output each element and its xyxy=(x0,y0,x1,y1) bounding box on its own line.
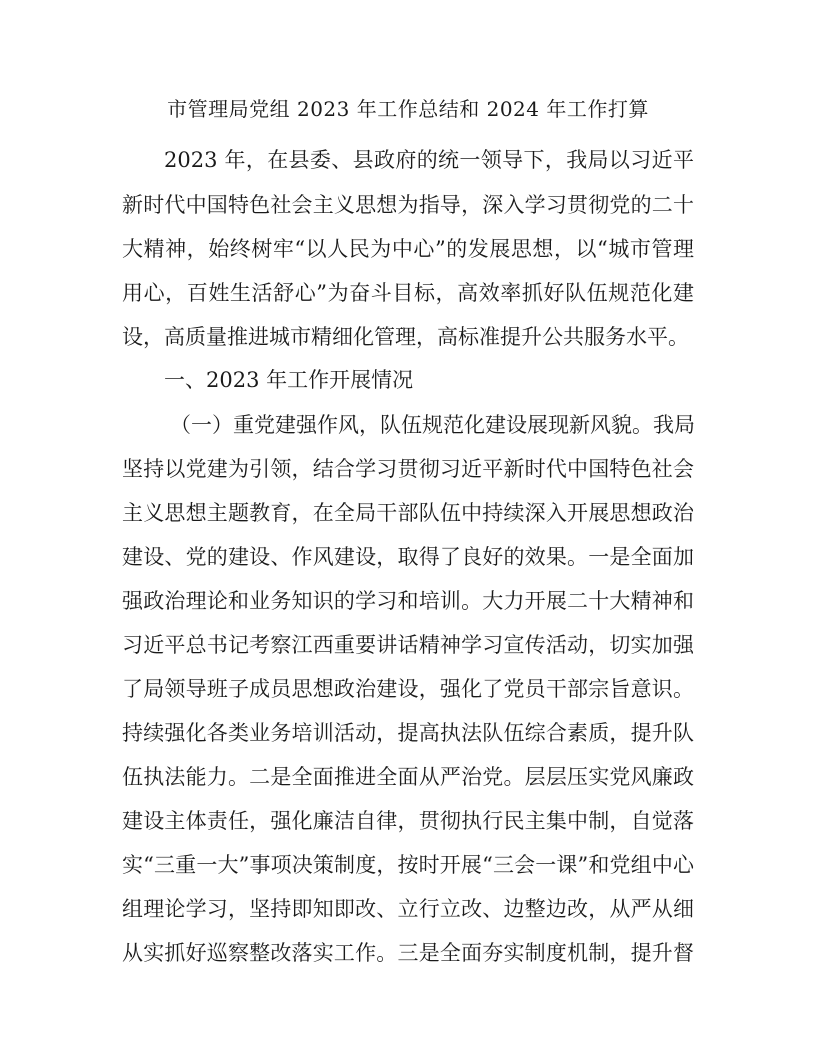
section1-line: 主义思想主题教育，在全局干部队伍中持续深入开展思想政治 xyxy=(122,501,694,525)
section1-line: 建设主体责任，强化廉洁自律，贯彻执行民主集中制，自觉落 xyxy=(122,809,694,833)
section1-line: 习近平总书记考察江西重要讲话精神学习宣传活动，切实加强 xyxy=(122,633,694,657)
intro-line: 新时代中国特色社会主义思想为指导，深入学习贯彻党的二十 xyxy=(122,193,694,217)
section1-line: 了局领导班子成员思想政治建设，强化了党员干部宗旨意识。 xyxy=(122,677,694,701)
intro-line: 设，高质量推进城市精细化管理，高标准提升公共服务水平。 xyxy=(122,325,689,349)
section1-line: （一）重党建强作风，队伍规范化建设展现新风貌。我局 xyxy=(170,413,695,437)
intro-line: 2023 年，在县委、县政府的统一领导下，我局以习近平 xyxy=(164,148,694,172)
intro-line: 用心，百姓生活舒心”为奋斗目标，高效率抓好队伍规范化建 xyxy=(122,281,694,305)
section1-line: 伍执法能力。二是全面推进全面从严治党。层层压实党风廉政 xyxy=(122,765,694,789)
section1-line: 强政治理论和业务知识的学习和培训。大力开展二十大精神和 xyxy=(122,589,694,613)
document-title: 市管理局党组 2023 年工作总结和 2024 年工作打算 xyxy=(167,97,649,121)
section-heading: 一、2023 年工作开展情况 xyxy=(164,368,414,392)
section1-line: 实“三重一大”事项决策制度，按时开展“三会一课”和党组中心 xyxy=(122,853,694,877)
section1-line: 持续强化各类业务培训活动，提高执法队伍综合素质，提升队 xyxy=(122,721,694,745)
section1-line: 从实抓好巡察整改落实工作。三是全面夯实制度机制，提升督 xyxy=(122,941,694,965)
section1-line: 组理论学习，坚持即知即改、立行立改、边整边改，从严从细 xyxy=(122,897,694,921)
section1-line: 建设、党的建设、作风建设，取得了良好的效果。一是全面加 xyxy=(122,545,694,569)
intro-line: 大精神，始终树牢“以人民为中心”的发展思想，以“城市管理 xyxy=(122,237,694,261)
section1-line: 坚持以党建为引领，结合学习贯彻习近平新时代中国特色社会 xyxy=(122,457,694,481)
